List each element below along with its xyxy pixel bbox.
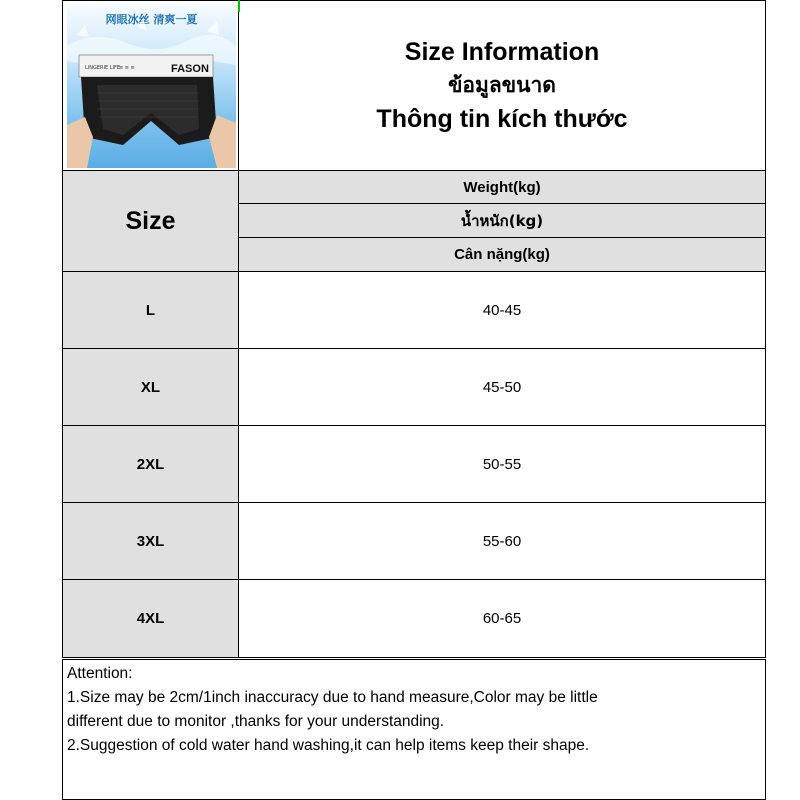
title-thai: ข้อมูลขนาด bbox=[448, 72, 556, 97]
weight-cell: 60-65 bbox=[238, 579, 766, 658]
note-line: 1.Size may be 2cm/1inch inaccuracy due to hand measure,Color may be little bbox=[67, 689, 598, 706]
title-vietnamese: Thông tin kích thước bbox=[376, 105, 628, 134]
svg-text:≡ ≡ ≡: ≡ ≡ ≡ bbox=[119, 65, 135, 71]
weight-cell: 40-45 bbox=[238, 271, 766, 349]
size-cell: 4XL bbox=[62, 579, 239, 658]
weight-cell: 55-60 bbox=[238, 502, 766, 580]
weight-header-english: Weight(kg) bbox=[238, 170, 766, 204]
size-cell: 2XL bbox=[62, 425, 239, 503]
boxer-briefs-product-photo-icon bbox=[67, 5, 236, 168]
accent-line bbox=[238, 0, 240, 12]
product-banner-text: 网眼冰丝 清爽一夏 bbox=[105, 13, 198, 26]
weight-header-thai: น้ำหนัก(kg) bbox=[238, 203, 766, 238]
product-photo bbox=[67, 5, 236, 168]
weight-cell: 50-55 bbox=[238, 425, 766, 503]
title-cell bbox=[238, 0, 766, 171]
weight-cell: 45-50 bbox=[238, 348, 766, 426]
size-cell: XL bbox=[62, 348, 239, 426]
attention-heading: Attention: bbox=[67, 665, 133, 682]
size-header: Size bbox=[62, 170, 239, 272]
note-line: different due to monitor ,thanks for your understanding. bbox=[67, 713, 445, 730]
brand-text: FASON bbox=[171, 63, 209, 75]
waistband-left-text: LINGERIE LIFE bbox=[85, 65, 121, 71]
weight-header-vietnamese: Cân nặng(kg) bbox=[238, 237, 766, 272]
note-line: 2.Suggestion of cold water hand washing,it can help items keep their shape. bbox=[67, 737, 590, 754]
title-english: Size Information bbox=[404, 37, 600, 66]
size-chart bbox=[62, 0, 766, 800]
product-image-cell bbox=[62, 0, 239, 171]
attention-notes bbox=[62, 659, 766, 800]
size-cell: 3XL bbox=[62, 502, 239, 580]
size-cell: L bbox=[62, 271, 239, 349]
